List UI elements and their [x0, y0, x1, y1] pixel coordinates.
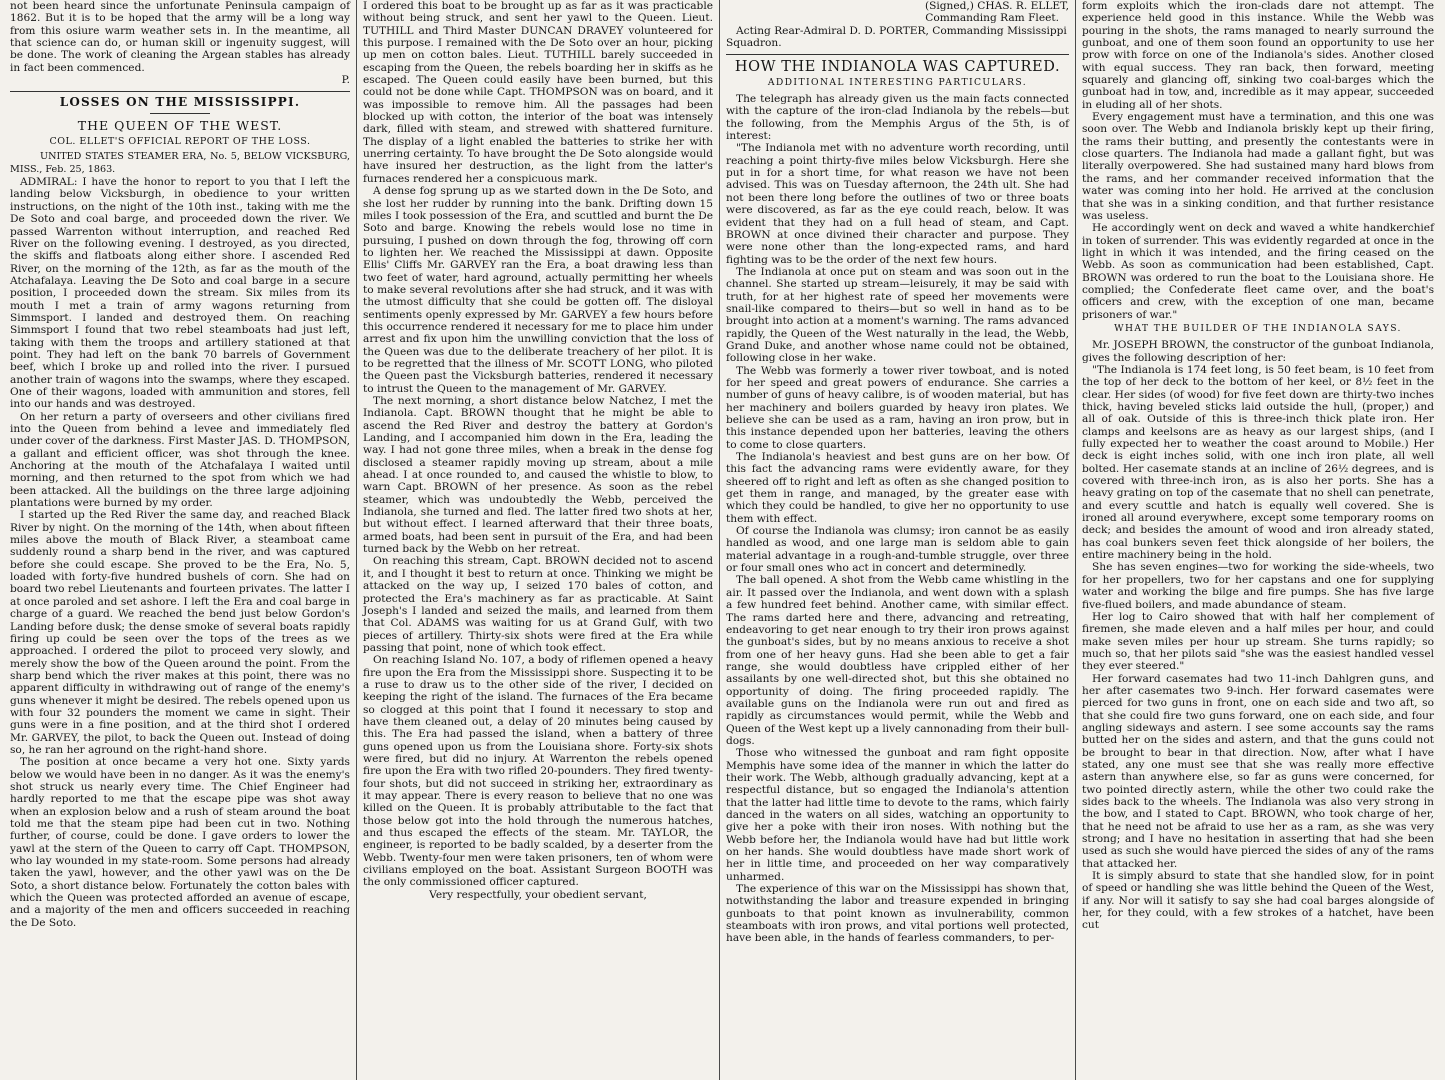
- closing-line: Very respectfully, your obedient servant,: [429, 888, 647, 901]
- column-3: [720, 0, 1075, 1080]
- column-1: [4, 0, 356, 1080]
- section-rule: [726, 54, 1069, 55]
- signature-line: (Signed,) CHAS. R. ELLET,: [924, 0, 1069, 12]
- signature-block: [726, 0, 1069, 49]
- column-4: [1076, 0, 1440, 1080]
- paragraph: The Indianola's heaviest and best guns are on her bow. Of this fact the advancing rams were evidently aware, for they sheered off to right and left as often as she changed position to get them in range, and managed, by the greater ease with which they could be handled, to give her no opportunity to use them with effect.: [726, 451, 1069, 525]
- paragraph: The telegraph has already given us the main facts connected with the capture of the iron-clad Indianola by the rebels—but the following, from the Memphis Argus of the 5th, is of interest:: [726, 93, 1069, 143]
- short-rule: [150, 113, 210, 114]
- signature-line: Acting Rear-Admiral D. D. PORTER, Commanding Mississippi Squadron.: [726, 24, 1067, 50]
- paragraph: not been heard since the unfortunate Peninsula campaign of 1862. But it is to be hoped that the army will be a long way from this osiure warm weather sets in. In the meantime, all that science can do, or human skill or ingenuity suggest, will be done. The work of cleaning the Argean stables has already in fact been commenced.: [10, 0, 350, 74]
- signature-line: Commanding Ram Fleet.: [925, 12, 1059, 25]
- paragraph: form exploits which the iron-clads dare not attempt. The experience held good in this instance. While the Webb was pouring in the shots, the rams managed to nearly surround the gunboat, and one of them soon found an opportunity to use her prow with force on one of the Indianola's sides. Another closed with equal success. They ran back, then forward, meeting squarely and glancing off, sinking two coal-barges which the gunboat had in tow, and, incredible as it may appear, succeeded in eluding all of her shots.: [1082, 0, 1434, 111]
- article-subtitle: ADDITIONAL INTERESTING PARTICULARS.: [767, 76, 1028, 88]
- paragraph: A dense fog sprung up as we started down in the De Soto, and she lost her rudder by running into the bank. Drifting down 15 miles I took possession of the Era, and scuttled and burnt the De Soto and barge. Knowing the rebels would lose no time in pursuing, I pushed on down through the fog, throwing off corn to lighten her. We reached the Mississippi at dawn. Opposite Ellis' Cliffs Mr. GARVEY ran the Era, a boat drawing less than two feet of water, hard aground, actually permitting her wheels to make several revolutions after she had struck, and it was with the utmost difficulty that she could be gotten off. The disloyal sentiments openly expressed by Mr. GARVEY a few hours before this occurrence rendered it necessary for me to place him under arrest and fix upon him the unwilling conviction that the loss of the Queen was due to the deliberate treachery of her pilot. It is to be regretted that the illness of Mr. SCOTT LONG, who piloted the Queen past the Vicksburgh batteries, rendered it necessary to intrust the Queen to the management of Mr. GARVEY.: [363, 185, 713, 395]
- signature-initial: P.: [341, 74, 350, 87]
- paragraph: Her forward casemates had two 11-inch Dahlgren guns, and her after casemates two 9-inch. Her forward casemates were pierced for two guns in front, one on each side and two aft, so that she could fire two guns forward, one on each side, and four angling sideways and astern. I see some accounts say the rams butted her on the sides and astern, and that the guns could not be brought to bear in that direction. Now, after what I have stated, any one must see that she was really more effective astern than anywhere else, so far as guns were concerned, for two pointed directly astern, while the other two could rake the sides back to the wheels. The Indianola was also very strong in the bow, and I stated to Capt. BROWN, who took charge of her, that he need not be afraid to use her as a ram, as she was very strong; and I have no hesitation in asserting that had she been used as such she would have pierced the sides of any of the rams that attacked her.: [1082, 672, 1434, 870]
- paragraph: On reaching Island No. 107, a body of riflemen opened a heavy fire upon the Era from the Mississippi shore. Suspecting it to be a ruse to draw us to the other side of the river, I decided on keeping the right of the island. The furnaces of the Era became so clogged at this point that I found it necessary to stop and have them cleaned out, a delay of 20 minutes being caused by this. The Era had passed the island, when a battery of three guns opened upon us from the Louisiana shore. Forty-six shots were fired, but did no injury. At Warrenton the rebels opened fire upon the Era with two rifled 20-pounders. They fired twenty-four shots, but did not succeed in striking her, extraordinary as it may appear. There is every reason to believe that no one was killed on the Queen. It is probably attributable to the fact that those below got into the hold through the numerous hatches, and thus escaped the effects of the steam. Mr. TAYLOR, the engineer, is reported to be badly scalded, by a deserter from the Webb. Twenty-four men were taken prisoners, ten of whom were civilians employed on the boat. Assistant Surgeon BOOTH was the only commissioned officer captured.: [363, 654, 713, 889]
- section-rule: [10, 91, 350, 92]
- paragraph: Mr. JOSEPH BROWN, the constructor of the gunboat Indianola, gives the following description of her:: [1082, 339, 1434, 364]
- paragraph: I started up the Red River the same day, and reached Black River by night. On the morning of the 14th, when about fifteen miles above the mouth of Black River, a steamboat came suddenly round a sharp bend in the river, and was captured before she could escape. She proved to be the Era, No. 5, loaded with forty-five hundred bushels of corn. She had on board two rebel Lieutenants and fourteen privates. The latter I at once paroled and set ashore. I left the Era and coal barge in charge of a guard. We reached the bend just below Gordon's Landing before dusk; the dense smoke of several boats rapidly firing up could be seen over the tops of the trees as we approached. I ordered the pilot to proceed very slowly, and merely show the bow of the Queen around the point. From the sharp bend which the river makes at this point, there was no apparent difficulty in withdrawing out of range of the enemy's guns whenever it might be desired. The rebels opened upon us with four 32 pounders the moment we came in sight. Their guns were in a fine position, and at the third shot I ordered Mr. GARVEY, the pilot, to back the Queen out. Instead of doing so, he ran her aground on the right-hand shore.: [10, 509, 350, 756]
- paragraph: It is simply absurd to state that she handled slow, for in point of speed or handling she was little behind the Queen of the West, if any. Nor will it satisfy to say she had coal barges alongside of her, for they could, with a few strokes of a hatchet, have been cut: [1082, 870, 1434, 932]
- dateline: UNITED STATES STEAMER ERA, No. 5, BELOW VICKSBURG, MISS., Feb. 25, 1863.: [10, 151, 350, 175]
- paragraph: ADMIRAL: I have the honor to report to you that I left the landing below Vicksburgh, in obedience to your written instructions, on the night of the 10th inst., taking with me the De Soto and coal barge, and proceeded down the river. We passed Warrenton without interruption, and reached Red River on the following evening. I destroyed, as you directed, the skiffs and flatboats along either shore. I ascended Red River, on the morning of the 12th, as far as the mouth of the Atchafalaya. Leaving the De Soto and coal barge in a secure position, I proceeded down the stream. Six miles from its mouth I met a train of army wagons returning from Simmsport. I landed and destroyed them. On reaching Simmsport I found that two rebel steamboats had just left, taking with them the troops and artillery stationed at that point. They had left on the bank 70 barrels of Government beef, which I broke up and rolled into the river. I pursued another train of wagons into the swamps, where they escaped. One of their wagons, loaded with ammunition and stores, fell into our hands and was destroyed.: [10, 176, 350, 411]
- article-subtitle: WHAT THE BUILDER OF THE INDIANOLA SAYS.: [1114, 322, 1402, 334]
- article-title: HOW THE INDIANOLA WAS CAPTURED.: [734, 59, 1061, 76]
- paragraph: On her return a party of overseers and other civilians fired into the Queen from behind a levee and immediately fled under cover of the darkness. First Master JAS. D. THOMPSON, a gallant and efficient officer, was shot through the knee. Anchoring at the mouth of the Atchafalaya I waited until morning, and then returned to the spot from which we had been attacked. All the buildings on the three large adjoining plantations were burned by my order.: [10, 410, 350, 510]
- section-heading: LOSSES ON THE MISSISSIPPI.: [59, 95, 301, 110]
- paragraph: The position at once became a very hot one. Sixty yards below we would have been in no danger. As it was the enemy's shot struck us nearly every time. The Chief Engineer had hardly reported to me that the escape pipe was shot away when an explosion below and a rush of steam around the boat told me that the steam pipe had been cut in two. Nothing further, of course, could be done. I gave orders to lower the yawl at the stern of the Queen to carry off Capt. THOMPSON, who lay wounded in my state-room. Some persons had already taken the yawl, however, and the other yawl was on the De Soto, a short distance below. Fortunately the cotton bales with which the Queen was protected afforded an avenue of escape, and a majority of the men and officers succeeded in reaching the De Soto.: [10, 756, 350, 929]
- paragraph: The Indianola at once put on steam and was soon out in the channel. She started up stream—leisurely, it may be said with truth, for at her highest rate of speed her movements were snail-like compared to theirs—but so well in hand as to be brought into action at a moment's warning. The rams advanced rapidly, the Queen of the West naturally in the lead, the Webb, Grand Duke, and another whose name could not be obtained, following close in her wake.: [726, 265, 1069, 365]
- article-title: THE QUEEN OF THE WEST.: [77, 117, 283, 133]
- paragraph: Her log to Cairo showed that with half her complement of firemen, she made eleven and a half miles per hour, and could make seven miles per hour up stream. She turns rapidly; so much so, that her pilots said "she was the easiest handled vessel they ever steered.": [1082, 610, 1434, 673]
- paragraph: I ordered this boat to be brought up as far as it was practicable without being struck, and sent her yawl to the Queen. Lieut. TUTHILL and Third Master DUNCAN DRAVEY volunteered for this purpose. I remained with the De Soto over an hour, picking up men on cotton bales. Lieut. TUTHILL barely succeeded in escaping from the Queen, the rebels boarding her in skiffs as he escaped. The Queen could easily have been burned, but this could not be done while Capt. THOMPSON was on board, and it was impossible to remove him. All the passages had been blocked up with cotton, the interior of the boat was intensely dark, filled with steam, and strewed with shattered furniture. The display of a light enabled the batteries to strike her with unerring certainty. To have brought the De Soto alongside would have insured her destruction, as the light from the latter's furnaces rendered her a conspicuous mark.: [363, 0, 713, 185]
- paragraph: "The Indianola met with no adventure worth recording, until reaching a point thirty-five miles below Vicksburgh. Here she put in for a short time, for what reason we have not been advised. This was on Tuesday afternoon, the 24th ult. She had not been there long before the outlines of two or three boats were discovered, as far as the eye could reach, below. It was evident that they had on a full head of steam, and Capt. BROWN at once divined their character and purpose. They were none other than the long-expected rams, and hard fighting was to be the order of the next few hours.: [726, 142, 1069, 266]
- paragraph: She has seven engines—two for working the side-wheels, two for her propellers, two for her capstans and one for supplying water and working the bilge and fire pumps. She has five large five-flued boilers, and made abundance of steam.: [1082, 561, 1434, 611]
- paragraph: The experience of this war on the Mississippi has shown that, notwithstanding the labor and treasure expended in bringing gunboats to that point known as invulnerability, common steamboats with iron prows, and vital portions well protected, have been able, in the hands of fearless commanders, to per-: [726, 883, 1069, 945]
- paragraph: Those who witnessed the gunboat and ram fight opposite Memphis have some idea of the manner in which the latter do their work. The Webb, although gradually advancing, kept at a respectful distance, but so engaged the Indianola's attention that the latter had little time to devote to the rams, which fairly danced in the waters on all sides, watching an opportunity to give her a poke with their iron noses. With nothing but the Webb before her, the Indianola would have had but little work on her hands. She would doubtless have made short work of her in little time, and proceeded on her way comparatively unharmed.: [726, 747, 1069, 883]
- paragraph: Every engagement must have a termination, and this one was soon over. The Webb and Indianola briskly kept up their firing, the rams their butting, and presently the contestants were in close quarters. The Indianola had made a gallant fight, but was literally overpowered. She had sustained many hard blows from the rams, and her commander received information that the water was coming into her hold. He arrived at the conclusion that she was in a sinking condition, and that further resistance was useless.: [1082, 111, 1434, 222]
- article-subtitle: COL. ELLET'S OFFICIAL REPORT OF THE LOSS.: [49, 136, 311, 148]
- column-2: [357, 0, 719, 1080]
- paragraph: Of course the Indianola was clumsy; iron cannot be as easily handled as wood, and one large man is seldom able to gain material advantage in a rough-and-tumble struggle, over three or four small ones who act in concert and determinedly.: [726, 525, 1069, 575]
- paragraph: The next morning, a short distance below Natchez, I met the Indianola. Capt. BROWN thought that he might be able to ascend the Red River and destroy the battery at Gordon's Landing, and I accompanied him down in the Era, leading the way. I had not gone three miles, when a break in the dense fog disclosed a steamer rapidly moving up stream, about a mile ahead. I at once rounded to, and caused the whistle to blow, to warn Capt. BROWN of her presence. As soon as the rebel steamer, which was undoubtedly the Webb, perceived the Indianola, she turned and fled. The latter fired two shots at her, but without effect. I learned afterward that their three boats, armed boats, had been sent in pursuit of the Era, and had been turned back by the Webb on her retreat.: [363, 395, 713, 556]
- paragraph: He accordingly went on deck and waved a white handkerchief in token of surrender. This was evidently regarded at once in the light in which it was intended, and the firing ceased on the Webb. As soon as communication had been established, Capt. BROWN was ordered to run the boat to the Louisiana shore. He complied; the Confederate fleet came over, and the boat's officers and crew, with the exception of one man, became prisoners of war.": [1082, 222, 1434, 321]
- paragraph: "The Indianola is 174 feet long, is 50 feet beam, is 10 feet from the top of her deck to the bottom of her keel, or 8½ feet in the clear. Her sides (of wood) for five feet down are thirty-two inches thick, having beveled sticks laid outside the hull, (proper,) and all of oak. Outside of this is three-inch thick plate iron. Her clamps and keelsons are as heavy as our largest ships, (and I fully expected her to weather the coast around to Mobile.) Her deck is eight inches solid, with one inch iron plate, all well bolted. Her casemate stands at an incline of 26½ degrees, and is covered with three-inch iron, as is also her ports. She has a heavy grating on top of the casemate that no shell can penetrate, and every scuttle and hatch is equally well covered. She is ironed all around everywhere, except some temporary rooms on deck; and besides the amount of wood and iron already stated, has coal bunkers seven feet thick alongside of her boilers, the entire machinery being in the hold.: [1082, 363, 1434, 562]
- paragraph: On reaching this stream, Capt. BROWN decided not to ascend it, and I thought it best to return at once. Thinking we might be attacked on the way up, I seized 170 bales of cotton, and protected the Era's machinery as far as practicable. At Saint Joseph's I landed and seized the mails, and learned from them that Col. ADAMS was waiting for us at Grand Gulf, with two pieces of artillery. Thirty-six shots were fired at the Era while passing that point, none of which took effect.: [363, 555, 713, 654]
- paragraph: The ball opened. A shot from the Webb came whistling in the air. It passed over the Indianola, and went down with a splash a few hundred feet behind. Another came, with similar effect. The rams darted here and there, advancing and retreating, endeavoring to get near enough to try their iron prows against the gunboat's sides, but by no means anxious to receive a shot from one of her heavy guns. Had she been able to get a fair range, she would doubtless have crippled either of her assailants by one well-directed shot, but this she obtained no opportunity of doing. The firing proceeded rapidly. The available guns on the Indianola were run out and fired as rapidly as circumstances would permit, while the Webb and Queen of the West kept up a lively cannonading from their bull-dogs.: [726, 574, 1069, 747]
- paragraph: The Webb was formerly a tower river towboat, and is noted for her speed and great powers of endurance. She carries a number of guns of heavy calibre, is of wooden material, but has her machinery and boilers guarded by heavy iron plates. We believe she can be used as a ram, having an iron prow, but in this instance depended upon her batteries, leaving the others to come to close quarters.: [726, 364, 1069, 451]
